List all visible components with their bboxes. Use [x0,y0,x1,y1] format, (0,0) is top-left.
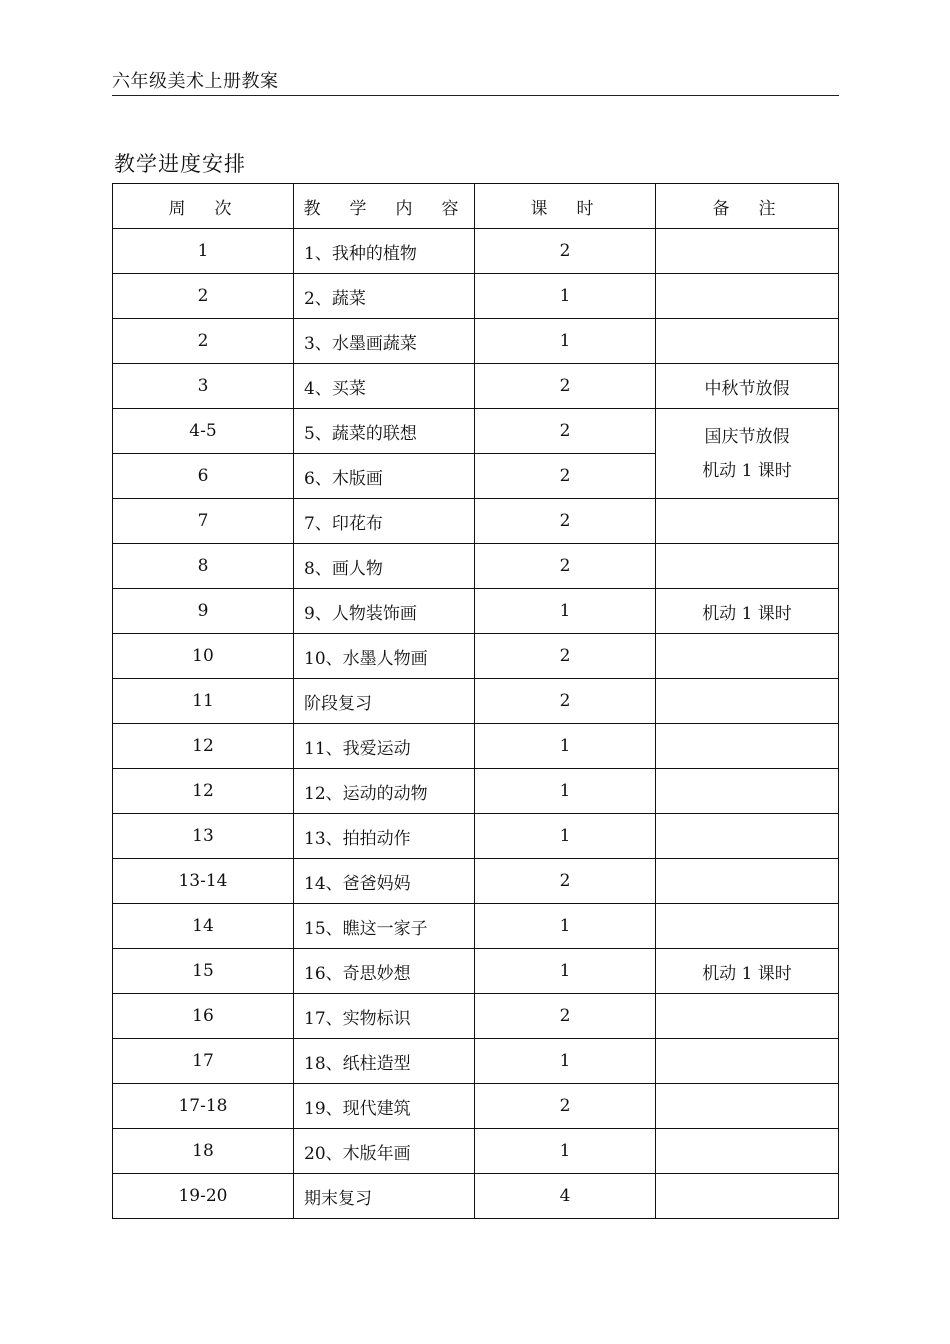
hours-cell: 2 [475,544,656,589]
week-cell: 6 [113,454,294,499]
week-cell: 13 [113,814,294,859]
hours-cell: 1 [475,769,656,814]
note-cell [656,679,839,724]
table-row [113,319,839,364]
note-cell [656,319,839,364]
table-row [113,274,839,319]
week-cell: 14 [113,904,294,949]
content-cell: 10、水墨人物画 [294,634,475,679]
table-row [113,229,839,274]
content-cell: 14、爸爸妈妈 [294,859,475,904]
table-row [113,1129,839,1174]
table-row [113,409,839,454]
content-cell: 1、我种的植物 [294,229,475,274]
note-cell [656,769,839,814]
note-cell [656,859,839,904]
hours-cell: 1 [475,589,656,634]
table-header-row [113,184,839,229]
hours-cell: 2 [475,679,656,724]
note-cell [656,814,839,859]
content-cell: 3、水墨画蔬菜 [294,319,475,364]
week-cell: 12 [113,769,294,814]
content-cell: 2、蔬菜 [294,274,475,319]
page-header [112,64,839,96]
week-cell: 8 [113,544,294,589]
note-cell [656,634,839,679]
note-cell [656,724,839,769]
hours-cell: 2 [475,859,656,904]
table-row [113,364,839,409]
content-cell: 7、印花布 [294,499,475,544]
week-cell: 15 [113,949,294,994]
table-row [113,1084,839,1129]
content-cell: 4、买菜 [294,364,475,409]
week-cell: 12 [113,724,294,769]
content-cell: 13、拍拍动作 [294,814,475,859]
note-cell [656,274,839,319]
hours-cell: 1 [475,724,656,769]
content-cell: 18、纸柱造型 [294,1039,475,1084]
table-row [113,769,839,814]
hours-cell: 1 [475,274,656,319]
week-cell: 10 [113,634,294,679]
hours-cell: 1 [475,319,656,364]
note-cell: 机动 1 课时 [656,589,839,634]
content-cell: 15、瞧这一家子 [294,904,475,949]
content-cell: 17、实物标识 [294,994,475,1039]
header-title: 六年级美术上册教案 [112,71,279,92]
note-cell: 机动 1 课时 [656,949,839,994]
table-row [113,1174,839,1219]
note-cell [656,1039,839,1084]
week-cell: 11 [113,679,294,724]
hours-cell: 1 [475,1129,656,1174]
content-cell: 19、现代建筑 [294,1084,475,1129]
content-cell: 16、奇思妙想 [294,949,475,994]
content-cell: 6、木版画 [294,454,475,499]
hours-cell: 2 [475,499,656,544]
week-cell: 4-5 [113,409,294,454]
column-header-content: 教 学 内 容 [294,184,475,229]
hours-cell: 2 [475,634,656,679]
note-cell: 中秋节放假 [656,364,839,409]
table-row [113,904,839,949]
table-row [113,634,839,679]
note-cell [656,229,839,274]
note-cell [656,994,839,1039]
table-row [113,949,839,994]
table-row [113,679,839,724]
content-cell: 期末复习 [294,1174,475,1219]
hours-cell: 2 [475,409,656,454]
hours-cell: 2 [475,454,656,499]
content-cell: 阶段复习 [294,679,475,724]
table-row [113,859,839,904]
hours-cell: 2 [475,994,656,1039]
hours-cell: 1 [475,1039,656,1084]
week-cell: 17 [113,1039,294,1084]
column-header-hours: 课 时 [475,184,656,229]
table-row [113,499,839,544]
content-cell: 8、画人物 [294,544,475,589]
week-cell: 1 [113,229,294,274]
hours-cell: 1 [475,904,656,949]
column-header-notes: 备 注 [656,184,839,229]
hours-cell: 2 [475,364,656,409]
hours-cell: 4 [475,1174,656,1219]
hours-cell: 1 [475,949,656,994]
content-cell: 9、人物装饰画 [294,589,475,634]
note-cell [656,544,839,589]
note-cell [656,904,839,949]
week-cell: 19-20 [113,1174,294,1219]
merged-note-cell [656,409,839,499]
hours-cell: 2 [475,229,656,274]
note-cell [656,1174,839,1219]
section-title: 教学进度安排 [114,152,246,176]
week-cell: 2 [113,319,294,364]
table-row [113,589,839,634]
content-cell: 11、我爱运动 [294,724,475,769]
table-row [113,724,839,769]
column-header-week: 周 次 [113,184,294,229]
table-row [113,814,839,859]
hours-cell: 1 [475,814,656,859]
week-cell: 13-14 [113,859,294,904]
table-row [113,544,839,589]
schedule-table [112,183,839,1219]
content-cell: 20、木版年画 [294,1129,475,1174]
week-cell: 16 [113,994,294,1039]
week-cell: 18 [113,1129,294,1174]
week-cell: 3 [113,364,294,409]
content-cell: 5、蔬菜的联想 [294,409,475,454]
note-cell [656,1084,839,1129]
week-cell: 7 [113,499,294,544]
week-cell: 9 [113,589,294,634]
week-cell: 17-18 [113,1084,294,1129]
note-cell [656,499,839,544]
table-row [113,1039,839,1084]
note-cell [656,1129,839,1174]
content-cell: 12、运动的动物 [294,769,475,814]
table-row [113,994,839,1039]
note-line-holiday: 国庆节放假 [704,426,790,447]
hours-cell: 2 [475,1084,656,1129]
note-line-flexible: 机动 1 课时 [702,460,792,481]
week-cell: 2 [113,274,294,319]
